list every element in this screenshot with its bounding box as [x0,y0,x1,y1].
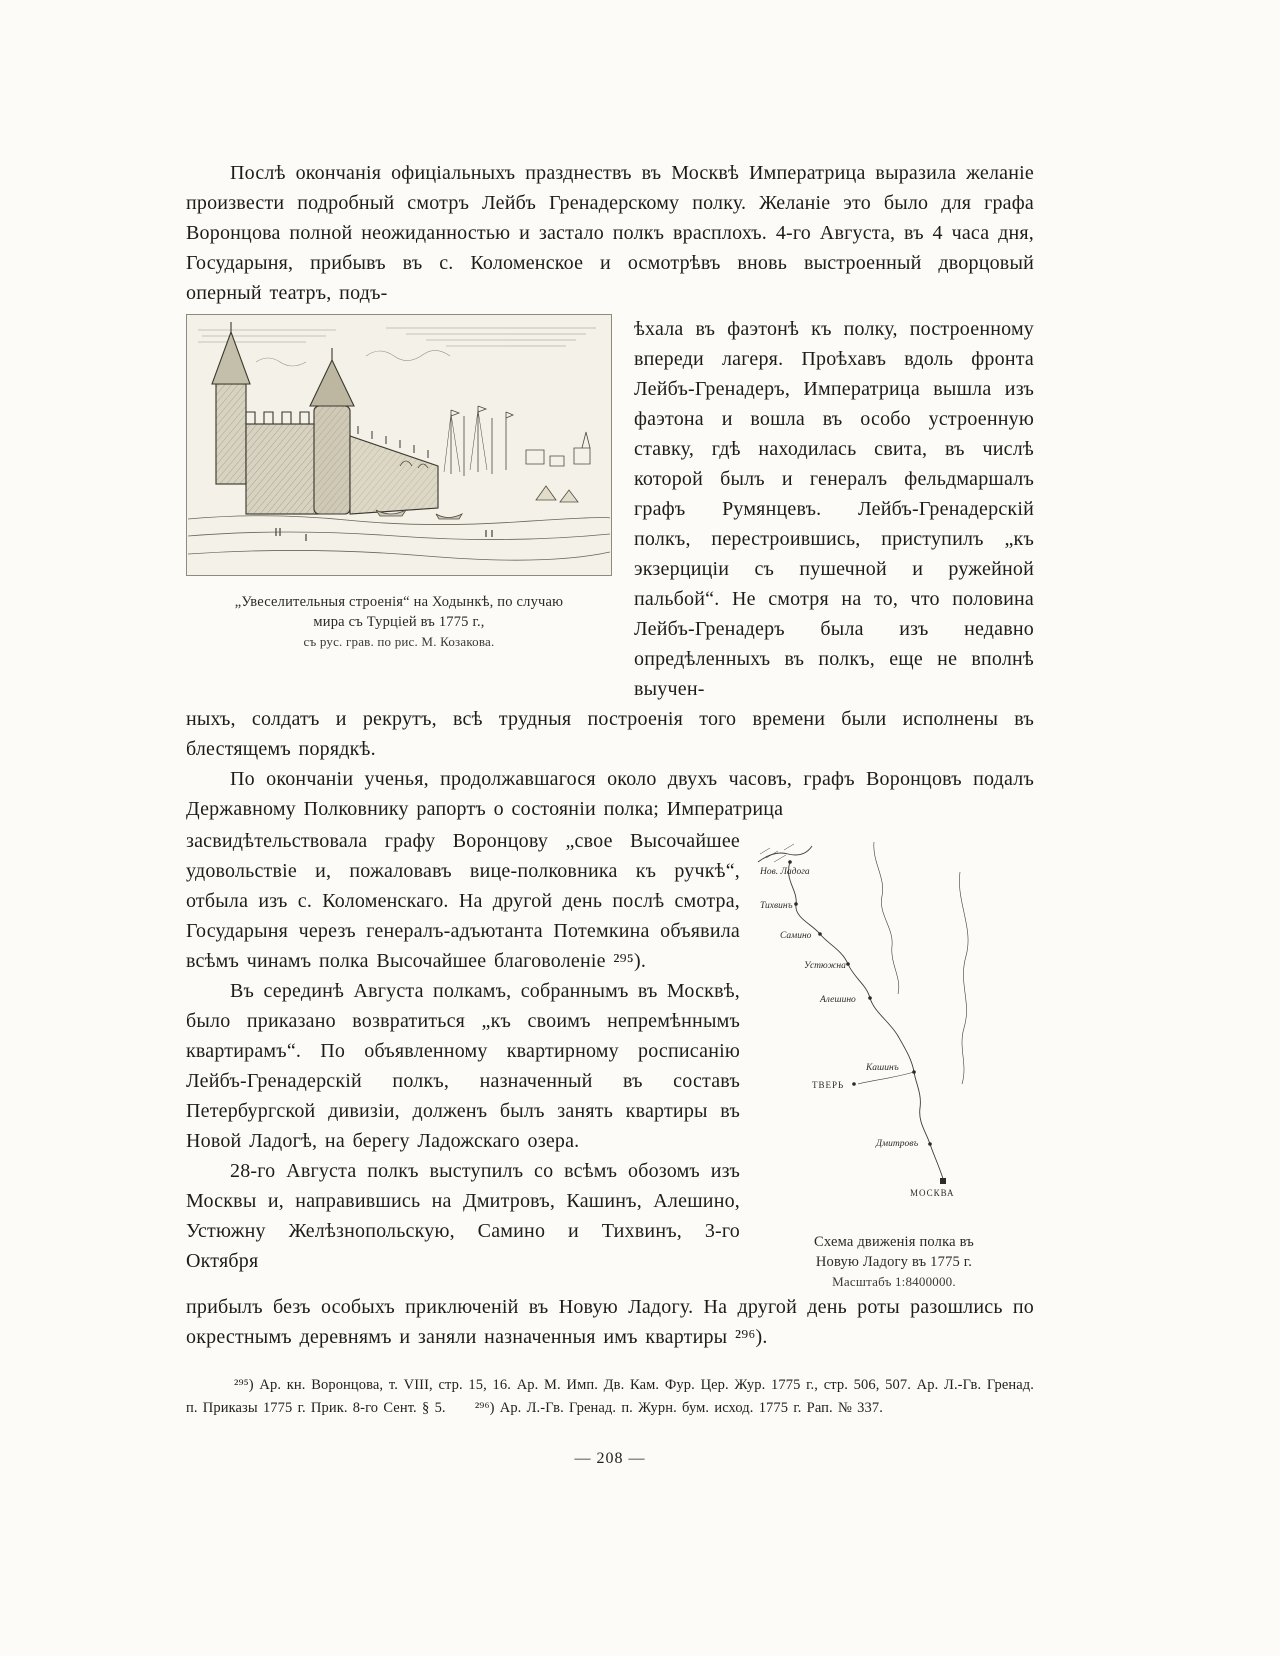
map-caption-line2: Новую Ладогу въ 1775 г. [815,1254,973,1270]
paragraph-beside-engraving: ѣхала въ фаэтонѣ къ полку, построенному впереди лагеря. Проѣхавъ вдоль фронта Лейбъ-Гренадеръ, Императрица вышла изъ фаэтона и вошла въ особо устроенную ставку, гдѣ находилась свита, въ числѣ которой былъ и генералъ фельдмаршалъ графъ Румянцевъ. Лейбъ-Гренадерскій полкъ, перестроившись, приступилъ „къ экзерциціи съ пушечной и ружейной пальбой“. Не смотря на то, что половина Лейбъ-Гренадеръ была изъ недавно опредѣленныхъ въ полкъ, еще не вполнѣ выучен- [634,318,1034,700]
page-content [186,158,1034,1468]
map-caption-line3: Масштабъ 1:8400000. [832,1274,956,1289]
map-label-dmitrov: Дмитровъ [876,1139,919,1149]
engraving-image [186,314,612,576]
map-image-svg [754,832,1034,1217]
paragraph-review-end: засвидѣтельствовала графу Воронцову „свое Высочайшее удовольствіе и, пожаловавъ вице-полковника къ ручкѣ“, отбыла изъ с. Коломенскаго. На другой день послѣ смотра, Государыня черезъ генералъ-адъютанта Потемкина объявила всѣмъ чинамъ полка Высочайшее благоволеніе ²⁹⁵). [186,830,740,972]
map-section-text-column [186,826,740,1292]
paragraph-march-start: 28-го Августа полкъ выступилъ со всѣмъ обозомъ изъ Москвы и, направившись на Дмитровъ, Кашинъ, Алешино, Устюжну Желѣзнопольскую, Самино и Тихвинъ, 3-го Октября [186,1160,740,1272]
engraving-figure [186,314,612,704]
map-label-kashin: Кашинъ [866,1063,899,1073]
map-caption [754,1232,1034,1292]
engraving-section [186,314,1034,704]
map-label-aleshino: Алешино [820,995,856,1005]
engraving-caption-line2: мира съ Турціей въ 1775 г., [313,614,485,630]
engraving-caption-line3: съ рус. грав. по рис. М. Козакова. [303,634,495,649]
paragraph-opening: Послѣ окончанія офиціальныхъ празднествъ въ Москвѣ Императрица выразила желаніе произвести подробный смотръ Лейбъ Гренадерскому полку. Желаніе это было для графа Воронцова полной неожиданностью и застало полкъ врасплохъ. 4-го Августа, въ 4 часа дня, Государыня, прибывъ въ с. Коломенское и осмотрѣвъ вновь выстроенный дворцовый оперный театръ, подъ- [186,162,1034,304]
map-section [186,826,1034,1292]
map-caption-line1: Схема движенія полка въ [814,1234,974,1250]
map-label-tikhvin: Тихвинъ [760,901,793,911]
map-label-moscow: МОСКВА [910,1188,955,1198]
map-label-samino: Самино [780,931,812,941]
engraving-caption [186,592,612,652]
paragraph-review: По окончаніи ученья, продолжавшагося около двухъ часовъ, графъ Воронцовъ подалъ Державному Полковнику рапортъ о состояніи полка; Императрица [186,768,1034,820]
paragraph-march-end: прибылъ безъ особыхъ приключеній въ Новую Ладогу. На другой день роты разошлись по окрестнымъ деревнямъ и заняли назначенныя имъ квартиры ²⁹⁶). [186,1296,1034,1348]
page-number: — 208 — [574,1450,646,1467]
engraving-caption-line1: „Увеселительныя строенія“ на Ходынкѣ, по случаю [234,594,564,610]
paragraph-quarters: Въ серединѣ Августа полкамъ, собраннымъ въ Москвѣ, было приказано возвратиться „къ своимъ непремѣннымъ квартирамъ“. По объявленному квартирному росписанію Лейбъ-Гренадерскій полкъ, назначенный въ составъ Петербургской дивизіи, долженъ былъ занять квартиры въ Новой Ладогѣ, на берегу Ладожскаго озера. [186,980,740,1152]
paragraph-continuation: ныхъ, солдатъ и рекрутъ, всѣ трудныя построенія того времени были исполнены въ блестящемъ порядкѣ. [186,708,1034,760]
map-label-ustyuzhna: Устюжна [804,961,846,971]
map-label-novaya-ladoga: Нов. Ладога [760,867,810,877]
map-label-tver: ТВЕРЬ [812,1080,845,1090]
footnotes: ²⁹⁵) Ар. кн. Воронцова, т. VIII, стр. 15, 16. Ар. М. Имп. Дв. Кам. Фур. Цер. Жур. 1775 г., стр. 506, 507. Ар. Л.-Гв. Гренад. п. Приказы 1775 г. Прик. 8-го Сент. § 5. ²⁹⁶) Ар. Л.-Гв. Гренад. п. Журн. бум. исход. 1775 г. Рап. № 337. [186,1377,1034,1416]
map-image [754,832,1034,1222]
engraving-image-svg [186,314,612,576]
map-figure [754,826,1034,1292]
